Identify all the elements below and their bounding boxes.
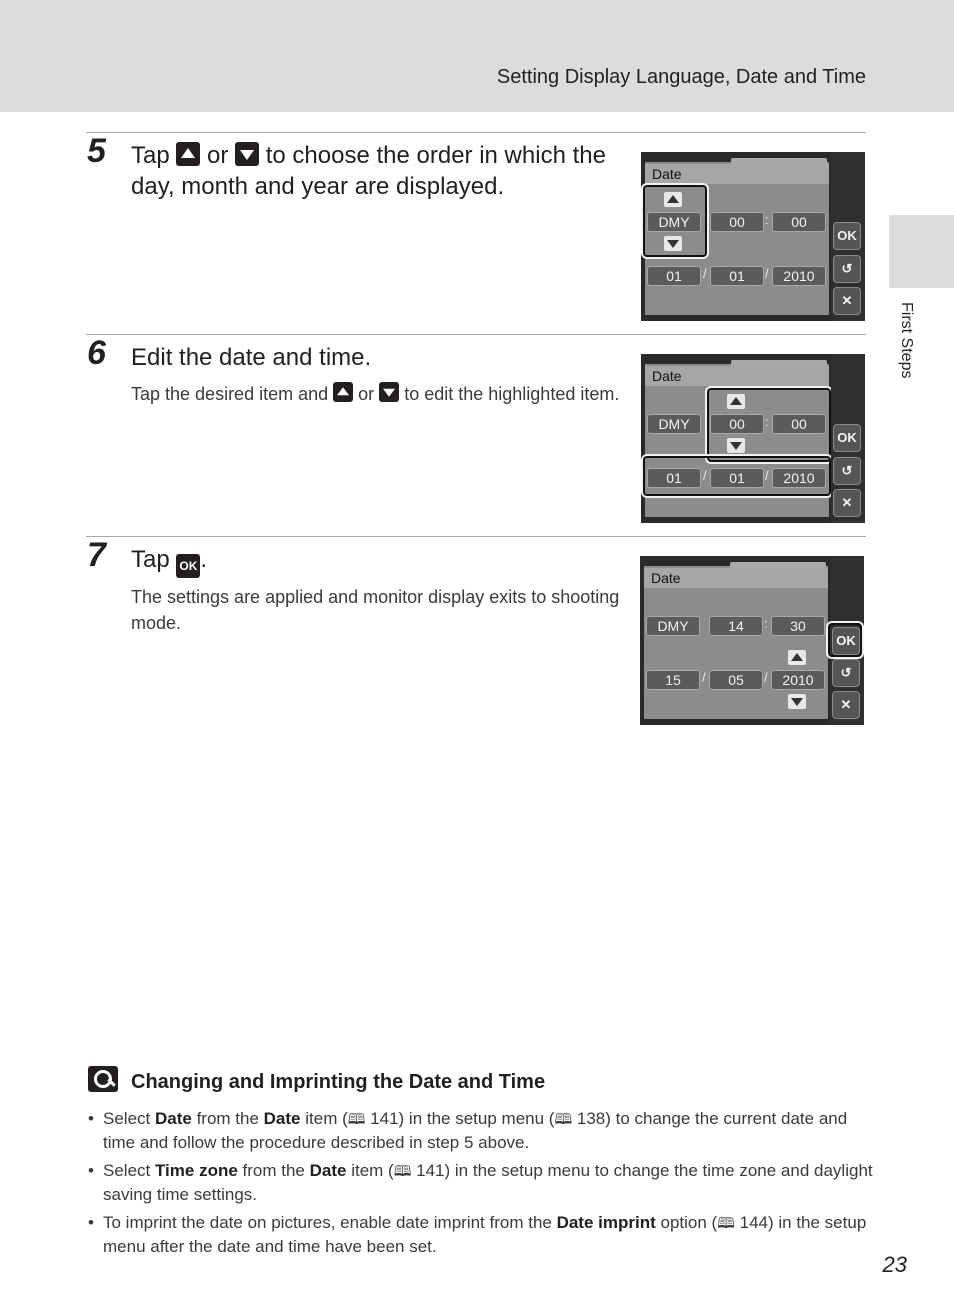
back-icon[interactable]: ↺ [833,255,861,283]
screen-title: Date [651,570,681,586]
chapter-tab-label: First Steps [898,302,915,379]
step-title-text: . [200,546,208,573]
down-arrow-icon [379,382,399,402]
selection-highlight [707,388,831,462]
hour-field[interactable]: 14 [709,616,763,636]
list-item: • To imprint the date on pictures, enable date imprint from the Date imprint option (🕮 144) in the setup menu after the date and time have been set. [88,1211,878,1259]
minute-field[interactable]: 00 [772,212,826,232]
step-title [131,140,626,202]
step-title-text: or [207,142,229,169]
camera-screen-step6 [641,354,865,523]
time-separator: : [764,616,768,631]
hour-field[interactable]: 00 [710,414,764,434]
step-title: Edit the date and time. [131,344,372,371]
header-band [0,0,954,112]
chapter-tab [889,215,954,288]
ok-key-icon: OK [176,554,200,578]
page-reference-icon: 🕮 [554,1110,573,1128]
screen-title: Date [652,166,682,182]
list-item: • Select Date from the Date item (🕮 141) in the setup menu (🕮 138) to change the current date and time and follow the procedure described in step 5 above. [88,1107,878,1155]
month-field[interactable]: 05 [709,670,763,690]
divider [86,536,866,537]
year-field[interactable]: 2010 [772,266,826,286]
step-number: 5 [87,132,106,170]
screen-title: Date [652,368,682,384]
note-title: Changing and Imprinting the Date and Time [131,1071,546,1093]
selection-highlight [643,185,707,257]
date-separator: / [702,670,706,685]
month-field[interactable]: 01 [710,468,764,488]
divider [86,132,866,133]
step-title [131,544,626,578]
day-field[interactable]: 01 [647,266,701,286]
step-title-text: to choose the order in which the day, month and year are displayed. [131,142,606,200]
step-body-text: to edit the highlighted item. [404,384,620,404]
note-magnifier-icon [88,1066,118,1092]
down-arrow-icon[interactable] [788,694,806,709]
time-separator: : [765,212,769,227]
close-icon[interactable]: ✕ [833,489,861,517]
selection-highlight [828,623,862,657]
step-number: 7 [87,536,106,574]
camera-screen-step7 [640,556,864,725]
date-order-field[interactable]: DMY [647,212,701,232]
date-separator: / [765,468,769,483]
ok-button[interactable]: OK [833,222,861,250]
up-arrow-icon[interactable] [788,650,806,665]
selection-highlight [643,456,831,496]
page-reference-icon: 🕮 [717,1214,735,1232]
divider [86,334,866,335]
ok-button[interactable]: OK [832,627,860,655]
date-order-field[interactable]: DMY [647,414,701,434]
hour-field[interactable]: 00 [710,212,764,232]
step-body-text: or [358,384,375,404]
date-separator: / [703,266,707,281]
step-number: 6 [87,334,106,372]
minute-field[interactable]: 00 [772,414,826,434]
list-item: • Select Time zone from the Date item (🕮 141) in the setup menu to change the time zone and daylight saving time settings. [88,1159,878,1207]
step-body: The settings are applied and monitor display exits to shooting mode. [131,587,620,633]
day-field[interactable]: 01 [647,468,701,488]
ok-button[interactable]: OK [833,424,861,452]
date-order-field[interactable]: DMY [646,616,700,636]
close-icon[interactable]: ✕ [832,691,860,719]
time-separator: : [765,414,769,429]
back-icon[interactable]: ↺ [832,659,860,687]
date-separator: / [703,468,707,483]
page-header-title: Setting Display Language, Date and Time [496,66,866,88]
step-title-text: Tap [131,546,170,573]
page-number: 23 [882,1252,907,1277]
date-separator: / [764,670,768,685]
up-arrow-icon [176,142,200,166]
down-arrow-icon [235,142,259,166]
step-title-text: Tap [131,142,170,169]
page-reference-icon: 🕮 [393,1162,412,1180]
step-body-text: Tap the desired item and [131,384,329,404]
up-arrow-icon [333,382,353,402]
back-icon[interactable]: ↺ [833,457,861,485]
year-field[interactable]: 2010 [771,670,825,690]
day-field[interactable]: 15 [646,670,700,690]
note-bullet-list [88,1107,878,1263]
step-body [131,381,626,407]
date-separator: / [765,266,769,281]
page-reference-icon: 🕮 [347,1110,366,1128]
month-field[interactable]: 01 [710,266,764,286]
camera-screen-step5 [641,152,865,321]
close-icon[interactable]: ✕ [833,287,861,315]
year-field[interactable]: 2010 [772,468,826,488]
minute-field[interactable]: 30 [771,616,825,636]
